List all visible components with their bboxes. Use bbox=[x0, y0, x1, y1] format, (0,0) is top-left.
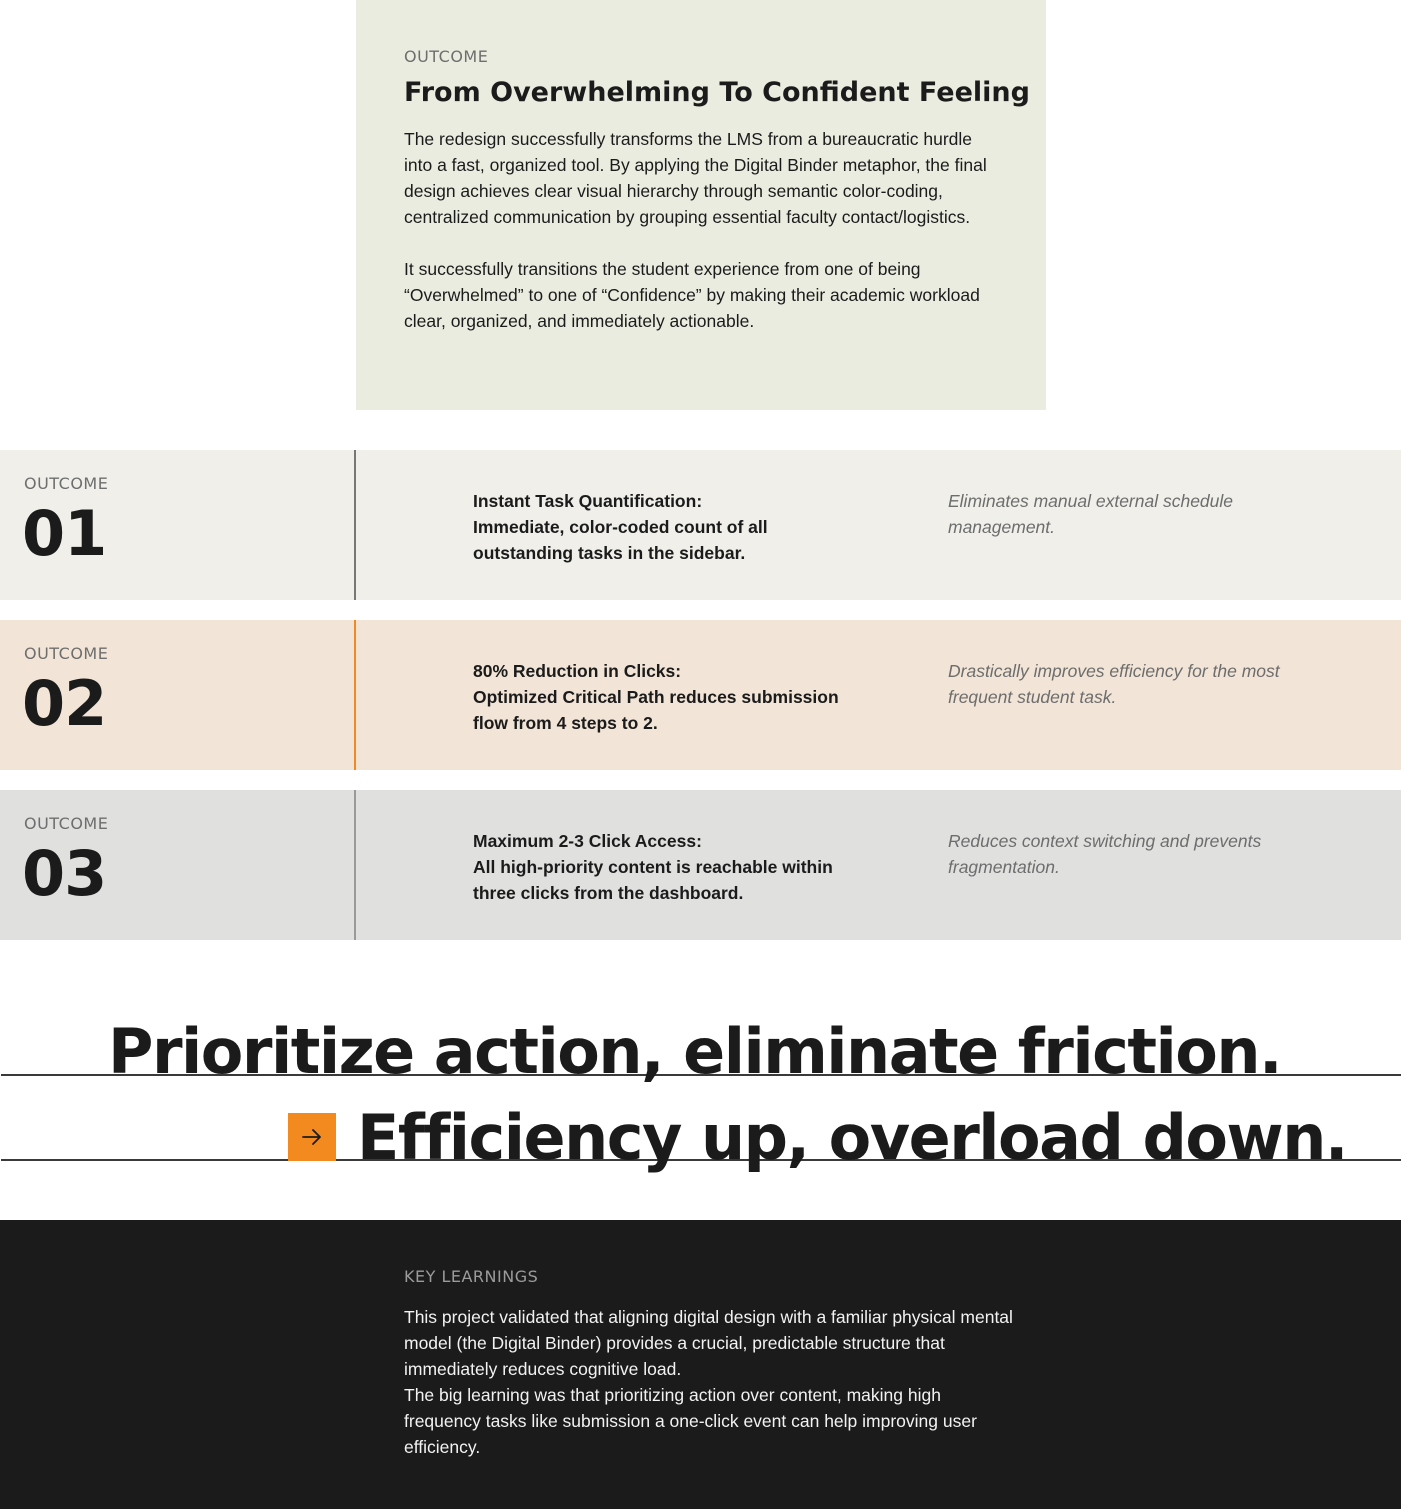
learnings-body bbox=[404, 1304, 1014, 1460]
outcome-heading: 80% Reduction in Clicks: bbox=[473, 661, 682, 681]
key-learnings-section bbox=[0, 1220, 1401, 1509]
tagline-2: Efficiency up, overload down. bbox=[357, 1101, 1347, 1174]
outcome-label: OUTCOME bbox=[24, 644, 109, 663]
tagline-1: Prioritize action, eliminate friction. bbox=[108, 1015, 1282, 1088]
outcome-divider bbox=[354, 790, 356, 940]
outcome-number: 02 bbox=[22, 667, 107, 740]
learnings-paragraph-2: The big learning was that prioritizing action over content, making high frequency tasks like submission a one-click event can help improving user efficiency. bbox=[404, 1385, 977, 1457]
learnings-eyebrow: KEY LEARNINGS bbox=[404, 1267, 539, 1286]
summary-title: From Overwhelming To Confident Feeling bbox=[404, 77, 1030, 108]
outcome-number: 03 bbox=[22, 837, 107, 910]
outcome-heading-block bbox=[473, 658, 853, 736]
outcome-divider bbox=[354, 450, 356, 600]
outcome-row-03 bbox=[0, 790, 1401, 940]
outcome-note: Eliminates manual external schedule management. bbox=[948, 491, 1234, 537]
outcome-detail: Immediate, color-coded count of all outstanding tasks in the sidebar. bbox=[473, 517, 768, 563]
outcome-heading: Instant Task Quantification: bbox=[473, 491, 703, 511]
outcome-detail: All high-priority content is reachable within three clicks from the dashboard. bbox=[473, 857, 833, 903]
outcome-heading-block bbox=[473, 488, 853, 566]
outcome-note: Drastically improves efficiency for the most frequent student task. bbox=[948, 661, 1280, 707]
outcome-label: OUTCOME bbox=[24, 814, 109, 833]
outcome-divider bbox=[354, 620, 356, 770]
outcome-heading: Maximum 2-3 Click Access: bbox=[473, 831, 702, 851]
outcome-heading-block bbox=[473, 828, 853, 906]
summary-paragraph-2: It successfully transitions the student experience from one of being “Overwhelmed” to one of “Confidence” by making their academic workload clear, organized, and immediately actionable. bbox=[404, 259, 980, 331]
outcome-label: OUTCOME bbox=[24, 474, 109, 493]
outcome-row-01 bbox=[0, 450, 1401, 600]
summary-paragraph-1: The redesign successfully transforms the LMS from a bureaucratic hurdle into a fast, organized tool. By applying the Digital Binder metaphor, the final design achieves clear visual hierarchy through semantic color-coding, centralized communication by grouping essential faculty contact/logistics. bbox=[404, 129, 987, 227]
outcome-summary-card bbox=[356, 0, 1046, 410]
arrow-right-icon bbox=[300, 1125, 324, 1149]
arrow-badge bbox=[288, 1113, 336, 1161]
outcome-note: Reduces context switching and prevents fragmentation. bbox=[948, 831, 1262, 877]
learnings-paragraph-1: This project validated that aligning digital design with a familiar physical mental model (the Digital Binder) provides a crucial, predictable structure that immediately reduces cognitive load. bbox=[404, 1307, 1013, 1379]
summary-eyebrow: OUTCOME bbox=[404, 47, 489, 66]
outcome-number: 01 bbox=[22, 497, 107, 570]
outcome-row-02 bbox=[0, 620, 1401, 770]
outcome-detail: Optimized Critical Path reduces submission flow from 4 steps to 2. bbox=[473, 687, 839, 733]
